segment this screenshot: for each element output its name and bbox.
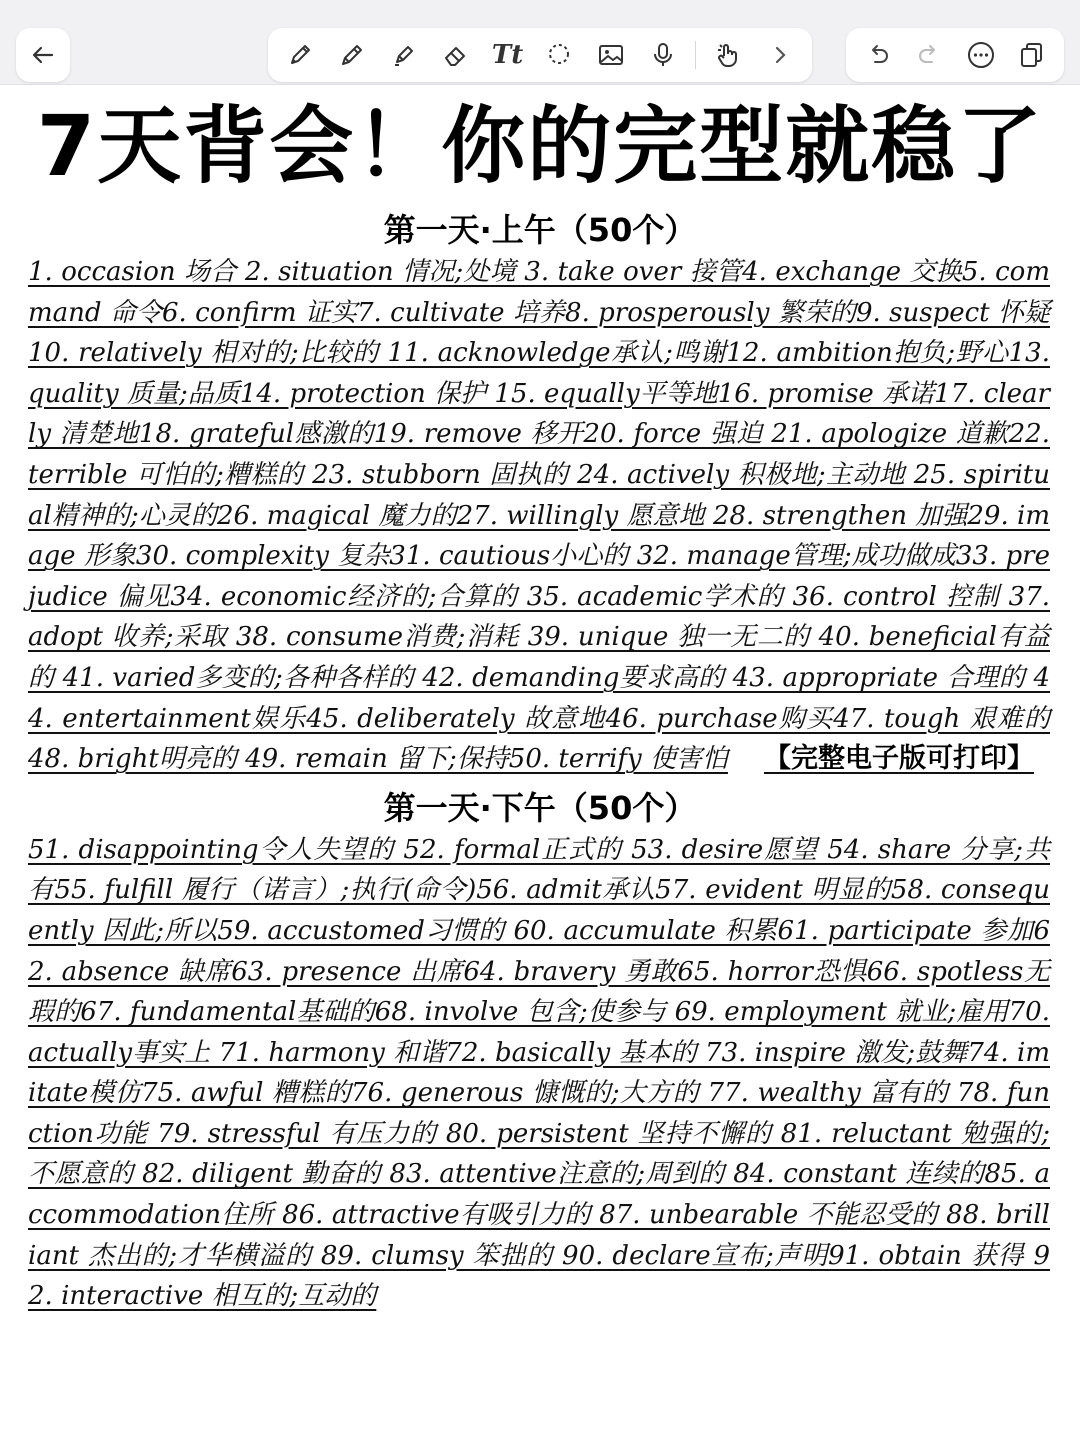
lasso-icon[interactable] — [539, 35, 579, 75]
note-page — [0, 96, 1080, 1317]
promo-text: 【完整电子版可打印】 — [763, 743, 1034, 775]
pencil-icon[interactable] — [332, 35, 372, 75]
day1-afternoon-heading: 第一天·下午（50个） — [383, 788, 697, 827]
text-icon[interactable]: Tt — [491, 40, 524, 70]
day1-morning-vocab-text — [28, 252, 1050, 780]
document-actions-bar — [846, 28, 1064, 82]
toolbar-divider — [695, 41, 696, 69]
drawing-tools-bar — [268, 28, 812, 82]
image-icon[interactable] — [591, 35, 631, 75]
undo-icon[interactable] — [858, 35, 898, 75]
day1-morning-vocab: 1. occasion 场合 2. situation 情况;处境 3. take over 接管4. exchange 交换5. command 命令6. confirm 证实7. cultivate 培养8. prosperously 繁荣的9. suspect 怀疑10. relatively 相对的;比较的 11. acknowledge承认;鸣谢12. ambition抱负;野心13. quality 质量;品质14. protection 保护 15. equally平等地16. promise 承诺17. clearly 清楚地18. grateful感激的19. remove 移开20. force 强迫 21. apologize 道歉22. terrible 可怕的;糟糕的 23. stubborn 固执的 24. actively 积极地;主动地 25. spiritual精神的;心灵的26. magical 魔力的27. willingly 愿意地 28. strengthen 加强29. image 形象30. complexity 复杂31. cautious小心的 32. manage管理;成功做成33. prejudice 偏见34. economic经济的;合算的 35. academic学术的 36. control 控制 37. adopt 收养;采取 38. consume消费;消耗 39. unique 独一无二的 40. beneficial有益的 41. varied多变的;各种各样的 42. demanding要求高的 43. appropriate 合理的 44. entertainment娱乐45. deliberately 故意地46. purchase购买47. tough 艰难的 48. bright明亮的 49. remain 留下;保持50. terrify 使害怕 — [28, 257, 1050, 775]
redo-icon[interactable] — [909, 35, 949, 75]
arrow-left-icon[interactable] — [23, 35, 63, 75]
day1-morning-heading: 第一天·上午（50个） — [383, 211, 697, 249]
page-title: 7天背会！你的完型就稳了 — [36, 97, 1044, 195]
day1-afternoon-vocab-text: 51. disappointing令人失望的 52. formal正式的 53. desire愿望 54. share 分享;共有55. fulfill 履行（诺言）;执行(命令)56. admit承认57. evident 明显的58. consequently 因此;所以59. accustomed习惯的 60. accumulate 积累61. participate 参加62. absence 缺席63. presence 出席64. bravery 勇敢65. horror恐惧66. spotless无瑕的67. fundamental基础的68. involve 包含;使参与 69. employment 就业;雇用70. actually事实上 71. harmony 和谐72. basically 基本的 73. inspire 激发;鼓舞74. imitate模仿75. awful 糟糕的76. generous 慷慨的;大方的 77. wealthy 富有的 78. function功能 79. stressful 有压力的 80. persistent 坚持不懈的 81. reluctant 勉强的;不愿意的 82. diligent 勤奋的 83. attentive注意的;周到的 84. constant 连续的85. accommodation住所 86. attractive有吸引力的 87. unbearable 不能忍受的 88. brilliant 杰出的;才华横溢的 89. clumsy 笨拙的 90. declare宣布;声明91. obtain 获得 92. interactive 相互的;互动的 — [28, 834, 1050, 1312]
microphone-icon[interactable] — [643, 35, 683, 75]
chevron-right-icon[interactable] — [760, 35, 800, 75]
pen-icon[interactable] — [280, 35, 320, 75]
touch-hand-icon[interactable] — [708, 35, 748, 75]
eraser-icon[interactable] — [436, 35, 476, 75]
pages-icon[interactable] — [1012, 35, 1052, 75]
back-button[interactable] — [16, 28, 70, 82]
highlighter-icon[interactable] — [384, 35, 424, 75]
app-toolbar — [0, 0, 1080, 85]
more-icon[interactable] — [961, 35, 1001, 75]
